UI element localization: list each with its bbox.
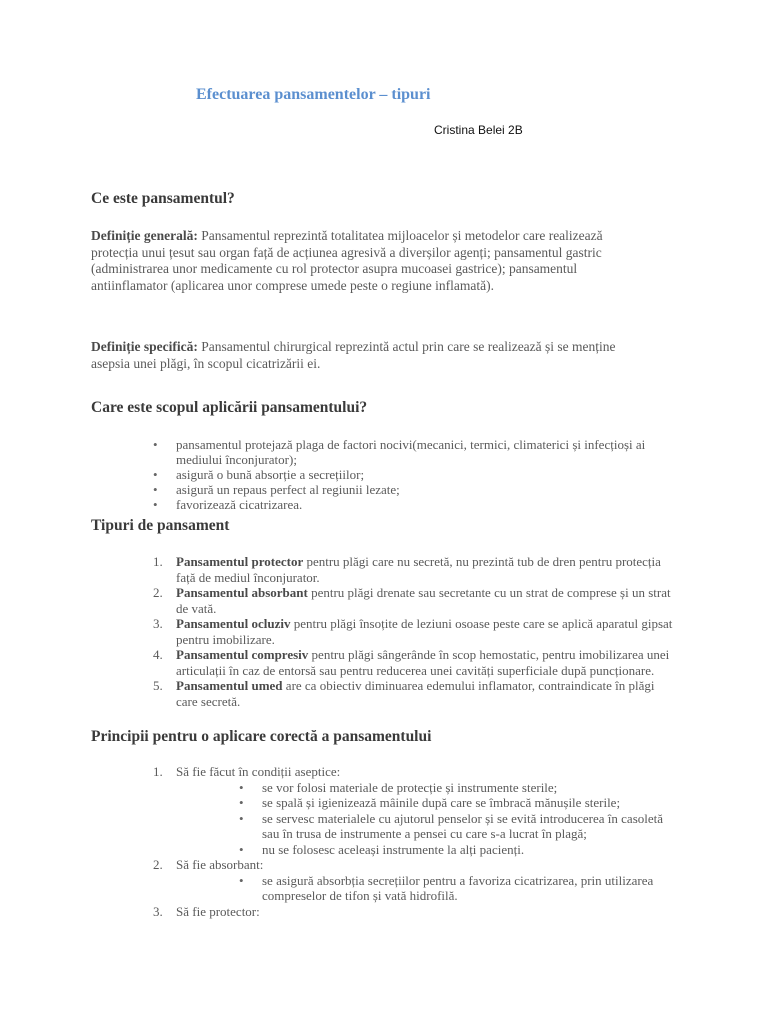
definition-specific-text: Pansamentul chirurgical reprezintă actul prin care se realizează și se menține asepsia unei plăgi, în scopul cicatrizării ei. <box>91 339 616 371</box>
type-name: Pansamentul absorbant <box>176 585 308 600</box>
list-number: 4. <box>153 647 163 662</box>
sub-list-item: • se vor folosi materiale de protecție și instrumente sterile; <box>262 780 682 796</box>
sub-list <box>262 780 682 858</box>
list-item <box>153 616 676 647</box>
type-name: Pansamentul compresiv <box>176 647 309 662</box>
list-item <box>153 554 676 585</box>
list-item <box>153 903 676 920</box>
principle-text: Să fie făcut în condiții aseptice: <box>176 764 341 779</box>
definition-general-text: Pansamentul reprezintă totalitatea mijloacelor și metodelor care realizează protecția unui țesut sau organ față de acțiunea agresivă a diverșilor agenți; pansamentul gastric (administrarea unor medicamente cu rol protector asupra mucoasei gastrice); pansamentul antiinflamator (aplicarea unor comprese umede peste o regiune inflamată). <box>91 228 603 293</box>
definition-specific <box>91 339 651 372</box>
list-item: • asigură o bună absorție a secrețiilor; <box>176 467 686 482</box>
list-item <box>153 678 676 709</box>
sub-list-item: • nu se folosesc aceleași instrumente la alți pacienți. <box>262 842 682 858</box>
heading-scopul: Care este scopul aplicării pansamentului? <box>91 399 368 416</box>
scope-list <box>176 437 686 512</box>
principle-text: Să fie protector: <box>176 903 260 919</box>
sub-list-item: • se asigură absorbția secrețiilor pentru a favoriza cicatrizarea, prin utilizarea compreselor de tifon și vată hidrofilă. <box>262 873 682 904</box>
type-name: Pansamentul umed <box>176 678 283 693</box>
definition-general <box>91 228 651 294</box>
list-item <box>153 764 676 857</box>
document-title: Efectuarea pansamentelor – tipuri <box>196 86 431 103</box>
list-item: • pansamentul protejază plaga de factori nocivi(mecanici, termici, climaterici și infecțioși ai mediului înconjurator); <box>176 437 686 467</box>
list-number: 3. <box>153 616 163 631</box>
principles-list <box>153 764 676 919</box>
list-number: 1. <box>153 554 163 569</box>
list-number: 2. <box>153 857 163 872</box>
principle-text: Să fie absorbant: <box>176 857 264 872</box>
heading-tipuri: Tipuri de pansament <box>91 517 230 534</box>
sub-list <box>262 873 682 904</box>
type-text: pentru plăgi care nu secretă, nu prezintă tub de dren pentru protecția față de mediul înconjurator. <box>176 554 661 585</box>
sub-list-item: • se spală și igienizează mâinile după care se îmbracă mănușile sterile; <box>262 795 682 811</box>
types-list <box>153 554 676 709</box>
definition-general-label: Definiție generală: <box>91 228 198 243</box>
heading-ce-este: Ce este pansamentul? <box>91 190 235 207</box>
list-number: 5. <box>153 678 163 693</box>
list-number: 3. <box>153 903 163 919</box>
type-name: Pansamentul ocluziv <box>176 616 291 631</box>
list-item: • favorizează cicatrizarea. <box>176 497 686 512</box>
type-text: are ca obiectiv diminuarea edemului inflamator, contraindicate în plăgi care secretă. <box>176 678 655 709</box>
list-item: • asigură un repaus perfect al regiunii lezate; <box>176 482 686 497</box>
type-text: pentru plăgi drenate sau secretante cu un strat de comprese și un strat de vată. <box>176 585 671 616</box>
type-text: pentru plăgi însoțite de leziuni osoase peste care se aplică aparatul gipsat pentru imobilizare. <box>176 616 673 647</box>
type-name: Pansamentul protector <box>176 554 304 569</box>
author-line: Cristina Belei 2B <box>434 123 523 137</box>
sub-list-item: • se servesc materialele cu ajutorul penselor și se evită introducerea în casoletă sau în trusa de instrumente a pensei cu care s-a lucrat în plagă; <box>262 811 682 842</box>
list-item <box>153 857 676 904</box>
heading-principii: Principii pentru o aplicare corectă a pansamentului <box>91 728 432 745</box>
list-number: 2. <box>153 585 163 600</box>
list-item <box>153 647 676 678</box>
type-text: pentru plăgi sângerânde în scop hemostatic, pentru imobilizarea unei articulații în caz de entorsă sau pentru reducerea unei cavități superficiale după puncționare. <box>176 647 670 678</box>
definition-specific-label: Definiție specifică: <box>91 339 198 354</box>
list-item <box>153 585 676 616</box>
list-number: 1. <box>153 764 163 779</box>
